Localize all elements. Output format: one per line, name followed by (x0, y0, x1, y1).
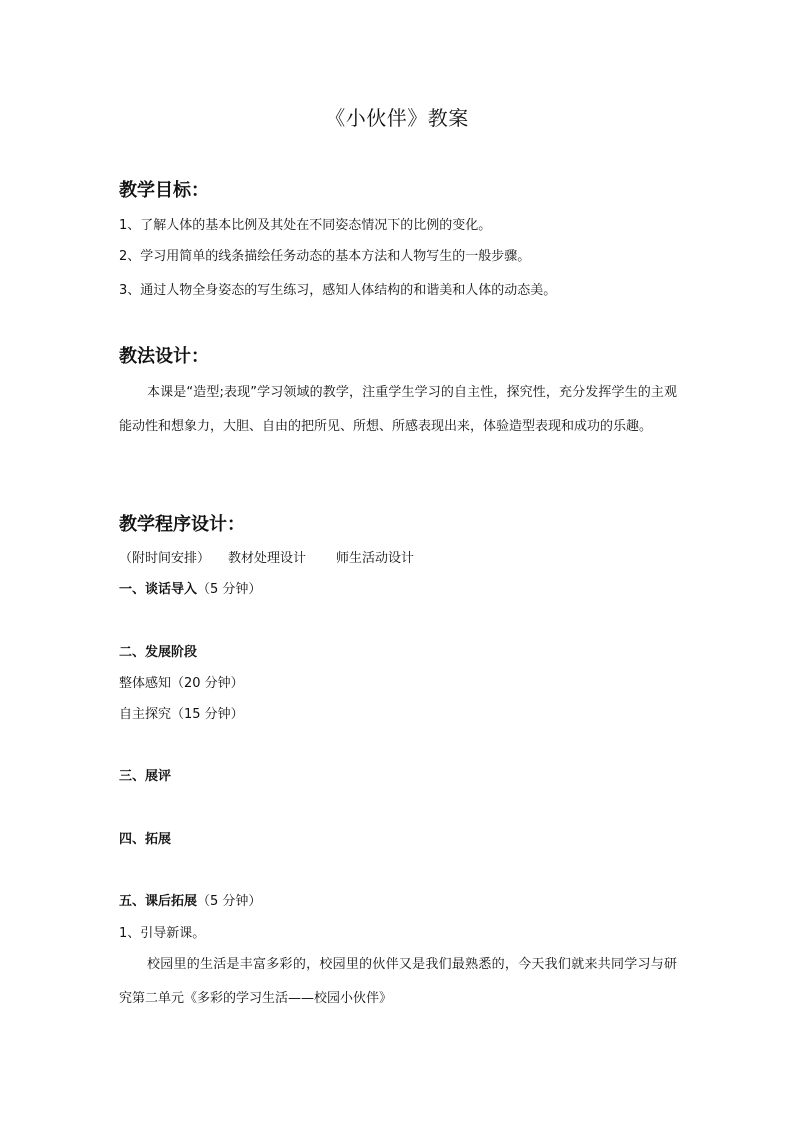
part1-time: （5 分钟） (197, 582, 262, 597)
part5-label: 五、课后拓展 (119, 894, 198, 909)
objective-item-3: 3、通过人物全身姿态的写生练习，感知人体结构的和谐美和人体的动态美。 (119, 283, 557, 298)
part4-label: 四、拓展 (119, 832, 172, 847)
objectives-heading: 教学目标： (119, 180, 209, 201)
column-time: （附时间安排） (119, 551, 211, 566)
part1-line (119, 580, 261, 600)
document-title: 《小伙伴》教案 (325, 106, 469, 130)
column-activity: 师生活动设计 (336, 551, 415, 566)
part2-label: 二、发展阶段 (119, 645, 198, 660)
part3-label: 三、展评 (119, 769, 172, 784)
procedure-columns (119, 549, 414, 569)
method-heading: 教法设计： (119, 346, 209, 367)
part2-sub1: 整体感知（20 分钟） (119, 676, 244, 691)
part5-paragraph: 校园里的生活是丰富多彩的，校园里的伙伴又是我们最熟悉的，今天我们就来共同学习与研究第二单元《多彩的学习生活——校园小伙伴》 (119, 957, 677, 1006)
objective-item-1: 1、了解人体的基本比例及其处在不同姿态情况下的比例的变化。 (119, 218, 492, 233)
part2-sub2: 自主探究（15 分钟） (119, 707, 244, 722)
procedure-heading: 教学程序设计： (119, 514, 245, 535)
part1-label: 一、谈话导入 (119, 582, 198, 597)
part5-item1: 1、引导新课。 (119, 926, 206, 941)
objective-item-2: 2、学习用简单的线条描绘任务动态的基本方法和人物写生的一般步骤。 (119, 249, 531, 264)
method-paragraph: 本课是“造型;表现”学习领域的教学，注重学生学习的自主性，探究性，充分发挥学生的主观能动性和想象力，大胆、自由的把所见、所想、所感表现出来，体验造型表现和成功的乐趣。 (119, 385, 677, 434)
column-material: 教材处理设计 (228, 551, 307, 566)
part5-time: （5 分钟） (197, 894, 262, 909)
part5-line (119, 892, 261, 912)
